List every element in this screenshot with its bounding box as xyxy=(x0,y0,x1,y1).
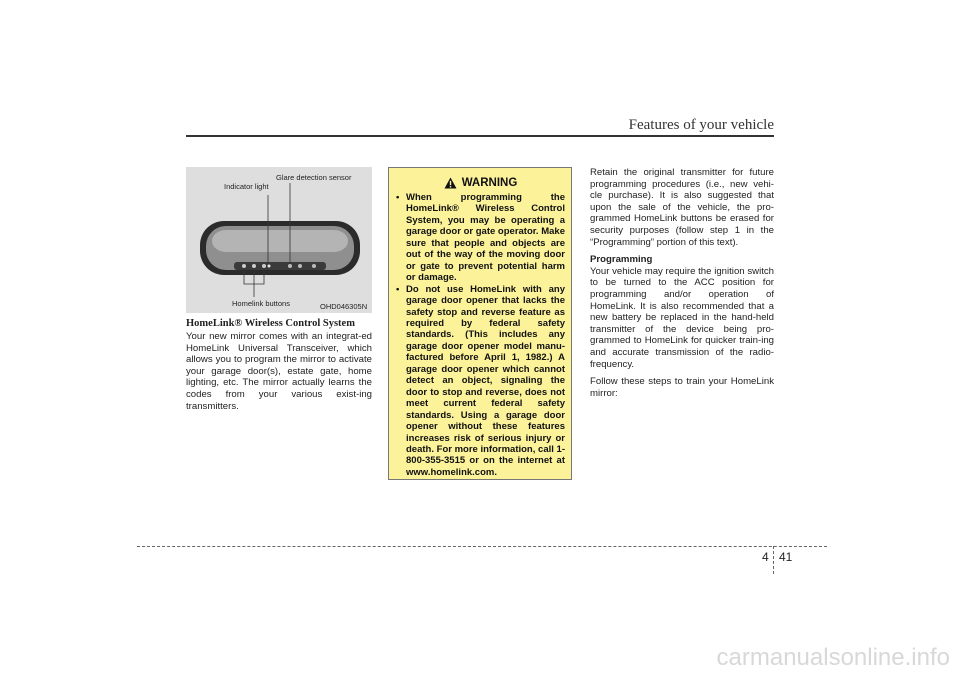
warning-box xyxy=(388,167,572,480)
power-button xyxy=(312,264,316,268)
glare-sensor xyxy=(288,264,292,268)
homelink-button-2 xyxy=(252,264,256,268)
warning-item: • Do not use HomeLink with any garage door opener that lacks the safety stop and reverse feature as required by federal safety standards. (This includes any garage door opener model manu-factured before April 1, 1982.) A garage door opener which cannot detect an object, signaling the door to stop and reverse, does not meet current federal safety standards. Using a garage door opener without these features increases risk of serious injury or death. For more information, call 1-800-355-3515 or on the internet at www.homelink.com. xyxy=(396,284,565,479)
footer-rule xyxy=(137,546,827,547)
warning-list xyxy=(396,192,565,478)
warning-triangle-icon xyxy=(444,177,457,189)
mirror-figure xyxy=(186,167,372,313)
header-rule xyxy=(186,135,774,137)
intro-paragraph: Your new mirror comes with an integrat-ed HomeLink Universal Transceiver, which allows you to program the mirror to activate your garage door(s), estate gate, home lighting, etc. The mirror actually learns the codes from your various exist-ing transmitters. xyxy=(186,331,372,412)
follow-steps-paragraph: Follow these steps to train your HomeLink mirror: xyxy=(590,376,774,399)
auto-dim-button xyxy=(298,264,302,268)
programming-paragraph: Your vehicle may require the ignition switch to be turned to the ACC position for programming and/or operation of HomeLink. It is also recommended that a new battery be replaced in the hand-held transmitter of the device being pro-grammed to HomeLink for quicker train-ing and accurate transmission of the radio-frequency. xyxy=(590,265,774,370)
section-heading: HomeLink® Wireless Control System xyxy=(186,318,355,329)
mirror-glass-highlight xyxy=(212,230,348,252)
glare-sensor-label: Glare detection sensor xyxy=(276,173,352,182)
warning-item: • When programming the HomeLink® Wireless Control System, you may be operating a garage door or gate operator. Make sure that people and objects are out of the way of the moving door or gate to prevent potential harm or damage. xyxy=(396,192,565,284)
page-header-title: Features of your vehicle xyxy=(628,117,774,133)
warning-header xyxy=(396,177,565,189)
watermark: carmanualsonline.info xyxy=(716,644,950,671)
indicator-light xyxy=(268,265,271,268)
homelink-buttons-label: Homelink buttons xyxy=(232,299,290,308)
homelink-button-3 xyxy=(262,264,266,268)
programming-heading: Programming xyxy=(590,254,653,266)
footer-divider xyxy=(773,546,774,574)
figure-code: OHD046305N xyxy=(320,302,368,311)
retain-paragraph: Retain the original transmitter for future programming procedures (i.e., new vehi-cle purchase). It is also suggested that upon the sale of the vehicle, the pro-grammed HomeLink buttons be erased for security purposes (follow step 1 in the “Programming” portion of this text). xyxy=(590,167,774,248)
right-column xyxy=(590,167,774,405)
rearview-mirror-illustration xyxy=(186,167,372,313)
homelink-button-1 xyxy=(242,264,246,268)
page-section-number: 4 xyxy=(762,550,769,564)
page-number: 41 xyxy=(779,550,793,564)
indicator-light-label: Indicator light xyxy=(224,182,269,191)
warning-title: WARNING xyxy=(461,177,518,189)
